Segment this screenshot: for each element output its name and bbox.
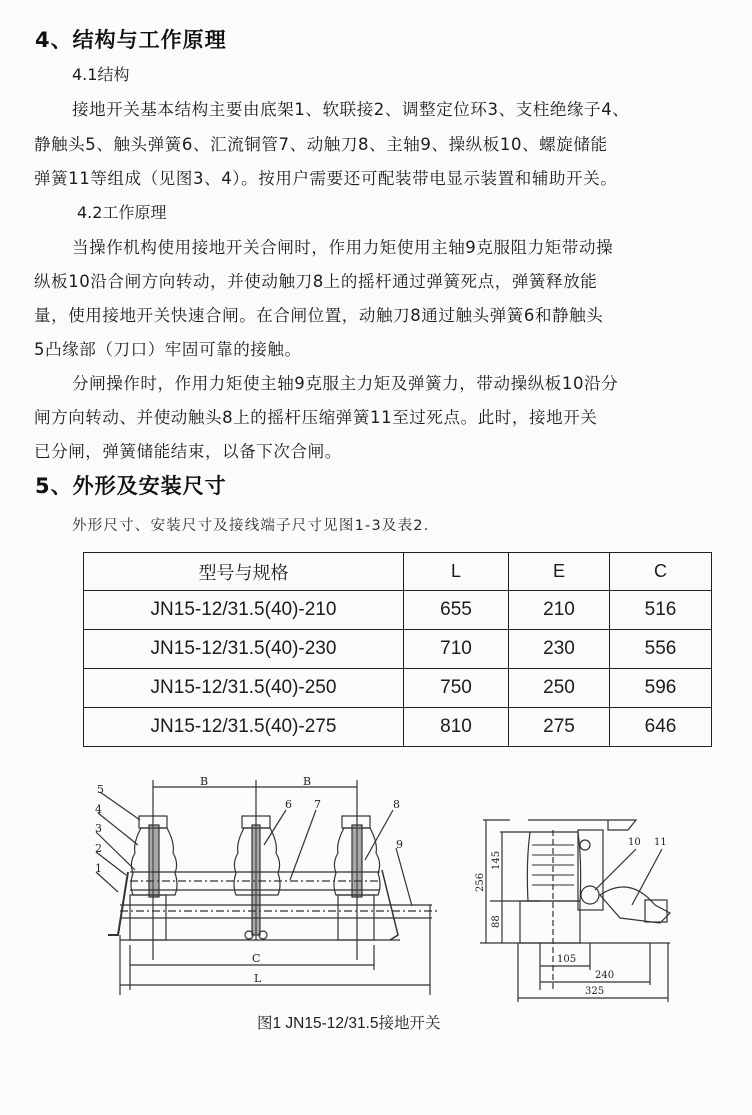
header-model: 型号与规格: [84, 553, 404, 591]
dim-label-325: 325: [585, 986, 605, 997]
principle-p1-line-2: 纵板10沿合闸方向转动，并使动触刀8上的摇杆通过弹簧死点，弹簧释放能: [34, 272, 598, 291]
part-label-5: 5: [97, 783, 104, 796]
cell-C: 596: [610, 669, 712, 708]
part-label-11: 11: [654, 837, 667, 848]
section-4-1-heading: 4.1结构: [72, 65, 130, 84]
dim-label-145: 145: [491, 850, 502, 870]
part-label-9: 9: [396, 838, 403, 851]
header-L: L: [404, 553, 509, 591]
cell-L: 810: [404, 708, 509, 747]
part-label-3: 3: [95, 822, 102, 835]
part-label-8: 8: [393, 798, 400, 811]
dim-label-105: 105: [557, 954, 577, 965]
dim-label-240: 240: [595, 970, 615, 981]
cell-C: 646: [610, 708, 712, 747]
dimension-note: 外形尺寸、安装尺寸及接线端子尺寸见图1-3及表2.: [72, 518, 430, 534]
principle-p1-line-1: 当操作机构使用接地开关合闸时，作用力矩使用主轴9克服阻力矩带动操: [72, 238, 614, 257]
cell-model: JN15-12/31.5(40)-250: [84, 669, 404, 708]
section-5-heading: 5、外形及安装尺寸: [35, 474, 227, 498]
cell-model: JN15-12/31.5(40)-210: [84, 591, 404, 630]
header-E: E: [509, 553, 610, 591]
cell-L: 710: [404, 630, 509, 669]
section-4-heading: 4、结构与工作原理: [35, 28, 227, 52]
cell-E: 250: [509, 669, 610, 708]
cell-E: 210: [509, 591, 610, 630]
dim-label-C: C: [252, 952, 261, 965]
structure-line-3: 弹簧11等组成（见图3、4）。按用户需要还可配装带电显示装置和辅助开关。: [34, 169, 618, 188]
principle-p2-line-2: 闸方向转动、并使动触头8上的摇杆压缩弹簧11至过死点。此时，接地开关: [34, 408, 598, 427]
structure-line-2: 静触头5、触头弹簧6、汇流铜管7、动触刀8、主轴9、操纵板10、螺旋储能: [34, 135, 608, 154]
cell-model: JN15-12/31.5(40)-275: [84, 708, 404, 747]
cell-C: 556: [610, 630, 712, 669]
figure-caption: 图1 JN15-12/31.5接地开关: [257, 1015, 441, 1032]
header-C: C: [610, 553, 712, 591]
structure-line-1: 接地开关基本结构主要由底架1、软联接2、调整定位环3、支柱绝缘子4、: [72, 100, 630, 119]
dim-label-256: 256: [475, 872, 486, 892]
principle-p2-line-3: 已分闸，弹簧储能结束，以备下次合闸。: [34, 442, 342, 461]
dim-label-B-left: B: [200, 775, 209, 788]
part-label-6: 6: [285, 798, 292, 811]
principle-p1-line-3: 量，使用接地开关快速合闸。在合闸位置，动触刀8通过触头弹簧6和静触头: [34, 306, 604, 325]
principle-p2-line-1: 分闸操作时，作用力矩使主轴9克服主力矩及弹簧力，带动操纵板10沿分: [72, 374, 619, 393]
cell-L: 750: [404, 669, 509, 708]
cell-C: 516: [610, 591, 712, 630]
cell-E: 230: [509, 630, 610, 669]
cell-model: JN15-12/31.5(40)-230: [84, 630, 404, 669]
dim-label-L: L: [254, 972, 262, 985]
cell-E: 275: [509, 708, 610, 747]
principle-p1-line-4: 5凸缘部（刀口）牢固可靠的接触。: [34, 340, 302, 359]
cell-L: 655: [404, 591, 509, 630]
part-label-4: 4: [95, 803, 102, 816]
part-label-7: 7: [314, 798, 321, 811]
part-label-2: 2: [95, 842, 102, 855]
dim-label-B-right: B: [303, 775, 312, 788]
part-label-10: 10: [628, 837, 641, 848]
dim-label-88: 88: [491, 915, 502, 928]
section-4-2-heading: 4.2工作原理: [77, 203, 167, 222]
part-label-1: 1: [95, 862, 102, 875]
